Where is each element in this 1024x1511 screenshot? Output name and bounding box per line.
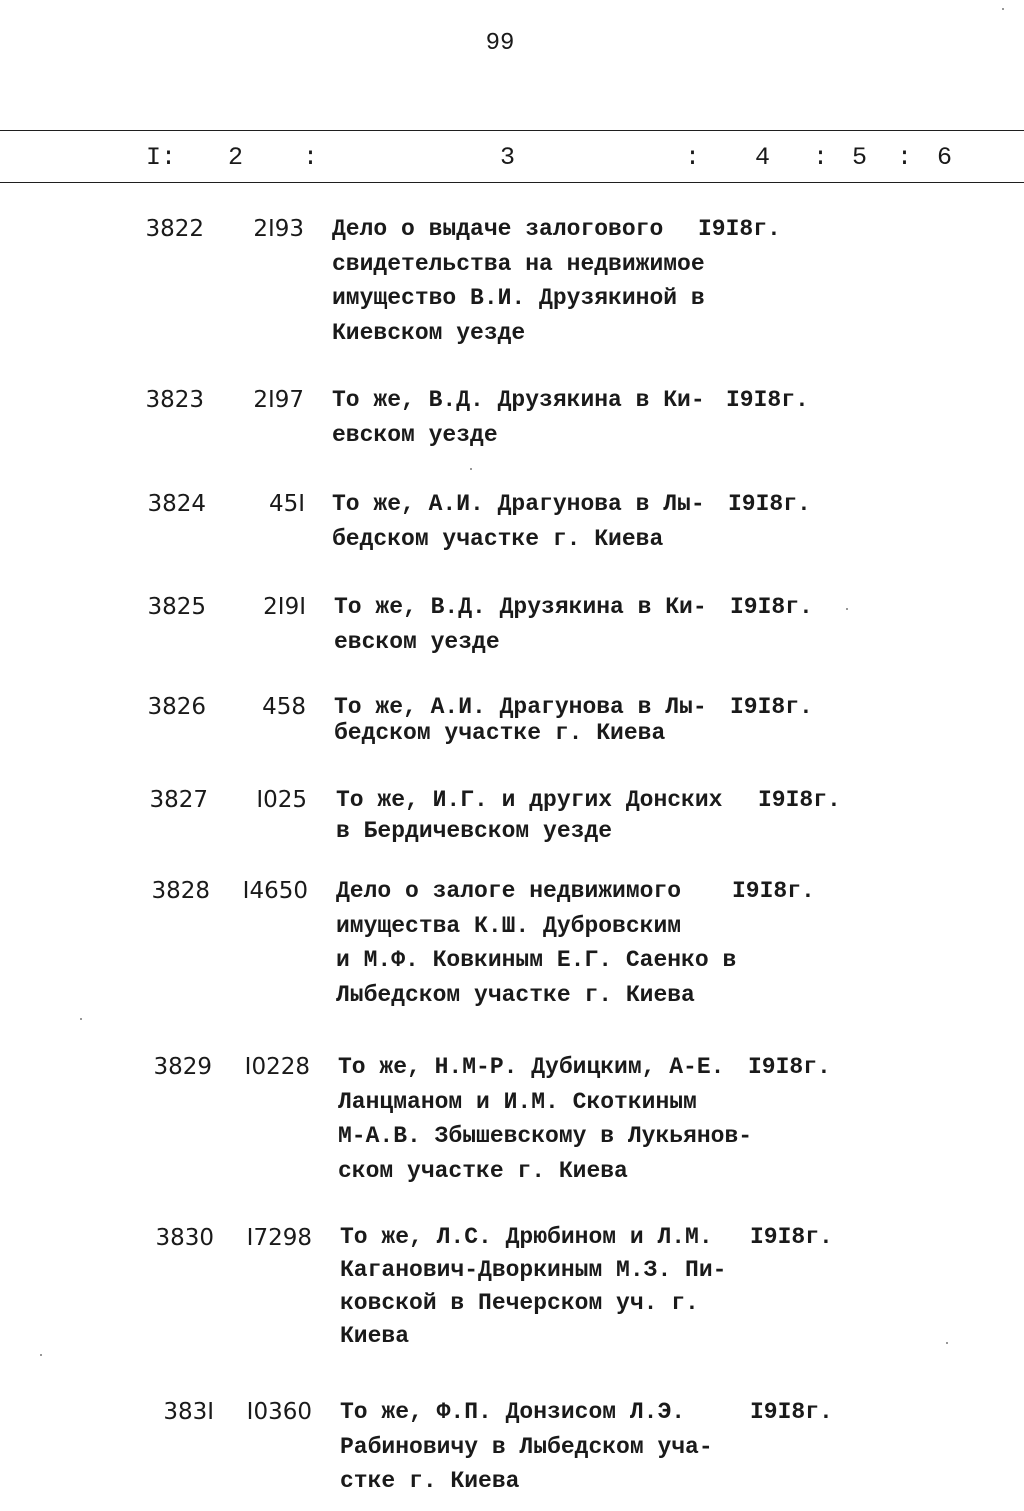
description-line: Ланцманом и И.М. Скоткиным bbox=[338, 1088, 697, 1115]
scan-speck bbox=[846, 608, 848, 610]
page-number: 99 bbox=[485, 30, 515, 57]
record-year: I9I8г. bbox=[750, 1399, 833, 1425]
scan-speck bbox=[470, 468, 472, 470]
header-separator-4: : bbox=[813, 143, 829, 172]
record-number: 3822 bbox=[145, 216, 204, 242]
description-line: То же, В.Д. Друзякина в Ки- bbox=[332, 387, 705, 413]
record-old-number: I4650 bbox=[242, 878, 308, 904]
record-number: 3823 bbox=[145, 387, 204, 413]
description-line: евском уезде bbox=[334, 628, 500, 655]
record-description bbox=[340, 1221, 740, 1353]
record-description bbox=[332, 212, 732, 350]
description-line: То же, А.И. Драгунова в Лы- bbox=[334, 694, 707, 720]
description-line: бедском участке г. Киева bbox=[334, 720, 666, 746]
description-line: имущество В.И. Друзякиной в bbox=[332, 285, 705, 311]
record-description bbox=[336, 785, 736, 847]
description-line: евском уезде bbox=[332, 421, 498, 448]
record-old-number: 2I97 bbox=[253, 387, 304, 413]
header-col-2: 2 bbox=[228, 143, 244, 172]
header-col-4: 4 bbox=[755, 143, 771, 172]
record-old-number: I0228 bbox=[244, 1054, 310, 1080]
description-line: стке г. Киева bbox=[340, 1468, 520, 1494]
description-line: Дело о залоге недвижимого bbox=[336, 878, 682, 904]
header-bottom-rule bbox=[0, 182, 1024, 183]
description-line: То же, Н.М-Р. Дубицким, А-Е. bbox=[338, 1054, 725, 1080]
description-line: То же, В.Д. Друзякина в Ки- bbox=[334, 594, 707, 620]
record-old-number: 2I9I bbox=[263, 594, 306, 620]
record-description bbox=[332, 383, 732, 452]
header-top-rule bbox=[0, 130, 1024, 131]
record-number: 383I bbox=[163, 1399, 214, 1425]
header-col-3: 3 bbox=[500, 143, 516, 172]
record-description bbox=[336, 874, 736, 1012]
record-number: 3829 bbox=[153, 1054, 212, 1080]
header-separator-2: : bbox=[303, 143, 319, 172]
record-old-number: I7298 bbox=[246, 1225, 312, 1251]
record-number: 3827 bbox=[149, 787, 208, 813]
scan-speck bbox=[80, 1018, 82, 1020]
description-line: Рабиновичу в Лыбедском уча- bbox=[340, 1433, 713, 1460]
header-separator-5: : bbox=[897, 143, 913, 172]
header-col-1: I: bbox=[146, 143, 177, 172]
scan-speck bbox=[946, 1342, 948, 1344]
scan-speck bbox=[40, 1354, 42, 1356]
record-year: I9I8г. bbox=[730, 694, 813, 720]
description-line: и М.Ф. Ковкиным Е.Г. Саенко в bbox=[336, 947, 737, 973]
record-description bbox=[338, 1050, 753, 1188]
header-separator-3: : bbox=[685, 143, 701, 172]
record-number: 3824 bbox=[147, 491, 206, 517]
description-line: М-А.В. Збышевскому в Лукьянов- bbox=[338, 1123, 753, 1149]
record-year: I9I8г. bbox=[758, 787, 841, 813]
description-line: То же, И.Г. и других Донских bbox=[336, 787, 723, 813]
header-col-6: 6 bbox=[937, 143, 953, 172]
record-old-number: 45I bbox=[268, 491, 305, 517]
description-line: ковской в Печерском уч. г. bbox=[340, 1290, 699, 1316]
description-line: То же, А.И. Драгунова в Лы- bbox=[332, 491, 705, 517]
header-col-5: 5 bbox=[852, 143, 868, 172]
record-description bbox=[334, 694, 734, 746]
description-line: имущества К.Ш. Дубровским bbox=[336, 912, 682, 939]
record-year: I9I8г. bbox=[750, 1224, 833, 1250]
record-year: I9I8г. bbox=[730, 594, 813, 620]
record-old-number: I0360 bbox=[246, 1399, 312, 1425]
description-line: бедском участке г. Киева bbox=[332, 525, 664, 552]
record-description bbox=[334, 590, 734, 659]
record-number: 3825 bbox=[147, 594, 206, 620]
description-line: в Бердичевском уезде bbox=[336, 818, 613, 844]
description-line: Дело о выдаче залогового bbox=[332, 216, 664, 242]
record-number: 3828 bbox=[151, 878, 210, 904]
record-year: I9I8г. bbox=[726, 387, 809, 413]
record-year: I9I8г. bbox=[728, 491, 811, 517]
record-number: 3826 bbox=[147, 694, 206, 720]
record-description bbox=[340, 1395, 740, 1499]
record-description bbox=[332, 487, 732, 556]
record-year: I9I8г. bbox=[732, 878, 815, 904]
description-line: Каганович-Дворкиным М.З. Пи- bbox=[340, 1257, 727, 1283]
scan-speck bbox=[1002, 8, 1004, 10]
description-line: свидетельства на недвижимое bbox=[332, 250, 705, 277]
description-line: То же, Л.С. Дрюбином и Л.М. bbox=[340, 1224, 713, 1250]
record-number: 3830 bbox=[155, 1225, 214, 1251]
record-old-number: I025 bbox=[256, 787, 307, 813]
description-line: Лыбедском участке г. Киева bbox=[336, 981, 695, 1008]
description-line: Киева bbox=[340, 1323, 410, 1349]
record-year: I9I8г. bbox=[748, 1054, 831, 1080]
record-old-number: 2I93 bbox=[253, 216, 304, 242]
description-line: То же, Ф.П. Донзисом Л.Э. bbox=[340, 1399, 686, 1425]
record-old-number: 458 bbox=[262, 694, 306, 720]
description-line: ском участке г. Киева bbox=[338, 1157, 628, 1184]
description-line: Киевском уезде bbox=[332, 319, 526, 346]
record-year: I9I8г. bbox=[698, 216, 781, 242]
